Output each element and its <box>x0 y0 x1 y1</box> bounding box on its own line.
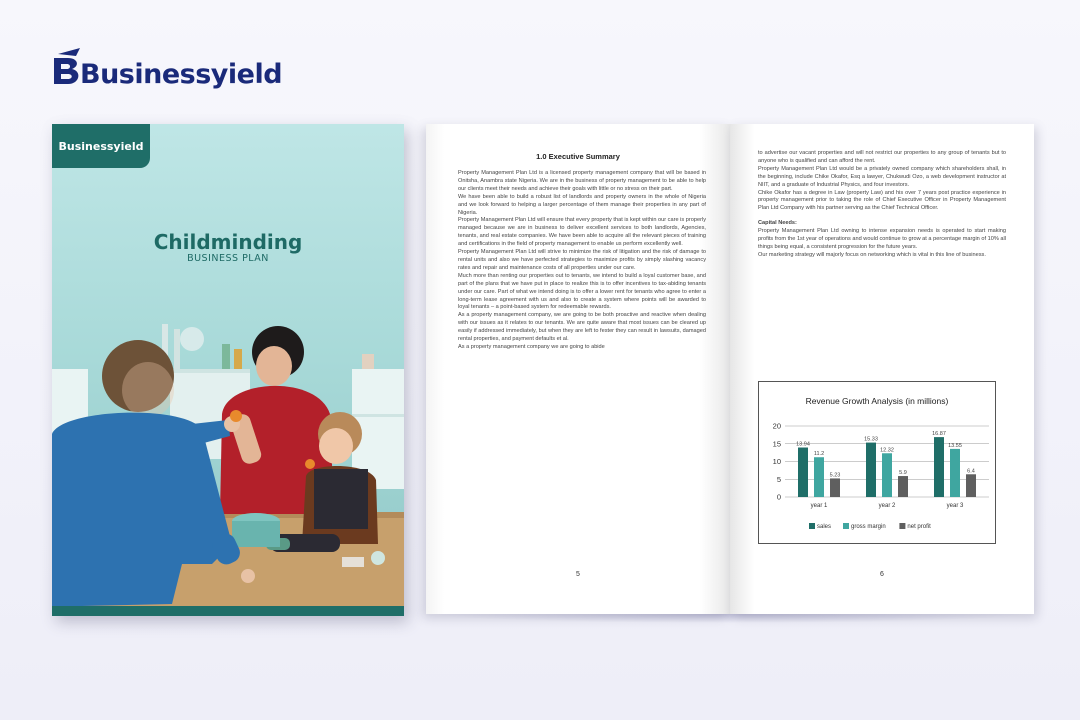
revenue-chart <box>758 381 996 544</box>
legend-swatch <box>809 523 815 529</box>
bar-gross-margin <box>882 453 892 497</box>
data-label: 6.4 <box>967 468 975 475</box>
cover-photo <box>52 124 404 606</box>
x-tick-label: year 1 <box>810 503 828 509</box>
y-tick-label: 0 <box>776 492 781 502</box>
bar-sales <box>866 443 876 497</box>
bar-sales <box>934 437 944 497</box>
paragraph: As a property management company, we are going to be both proactive and reactive when dealing with our issues as it relates to our tenants. We are quite aware that most issues can be cleared up easily if addressed immediately, but when they are left to fester they can result in lawsuits, damaged rental properties, and payment defaults et al. <box>458 312 706 343</box>
y-tick-label: 20 <box>772 421 781 431</box>
legend-swatch <box>899 523 905 529</box>
paragraph: Chike Okafor has a degree in Law (property Law) and his over 7 years post practice experience in property management prior to taking the role of Chief Executive Officer in Property Management Plan Ltd Company with his partner serving as the Chief Technical Officer. <box>758 189 1006 212</box>
x-tick-label: year 3 <box>946 503 964 509</box>
bar-net-profit <box>966 474 976 497</box>
bar-gross-margin <box>814 457 824 497</box>
cover-page <box>52 124 404 616</box>
data-label: 15.33 <box>864 436 878 443</box>
legend-swatch <box>843 523 849 529</box>
data-label: 12.32 <box>880 447 894 454</box>
paragraph: Property Management Plan Ltd would be a privately owned company which shareholders shall, in the beginning, include Chike Okafor, Esq a lawyer, Chukwudi Ozo, a web development instructor at NIIT, and a graduate of Industrial Physics, and four investors. <box>758 165 1006 188</box>
y-tick-label: 10 <box>772 457 781 466</box>
cover-title: Childminding <box>153 230 303 254</box>
page-left <box>426 124 730 614</box>
section-title: 1.0 Executive Summary <box>536 152 620 161</box>
cover-footer-bar <box>52 606 404 616</box>
brand-name: Businessyield <box>80 59 283 90</box>
chart-title: Revenue Growth Analysis (in millions) <box>805 396 949 406</box>
cover-subtitle: BUSINESS PLAN <box>187 253 269 264</box>
paragraph: Our marketing strategy will majorly focus on networking which is vital in this line of business. <box>758 251 986 258</box>
paragraph: As a property management company we are going to abide <box>458 343 605 350</box>
chart-plot <box>759 382 997 545</box>
y-tick-label: 5 <box>776 474 781 484</box>
bar-net-profit <box>898 476 908 497</box>
cover-logo-tab <box>52 124 150 168</box>
right-page-body <box>758 150 1006 260</box>
y-tick-label: 15 <box>772 439 781 449</box>
data-label: 11.2 <box>813 451 825 458</box>
left-page-body <box>458 170 706 352</box>
page-number: 6 <box>880 571 884 578</box>
subheading: Capital Needs: <box>758 220 797 227</box>
bar-sales <box>798 448 808 497</box>
paragraph: Much more than renting our properties out to tenants, we intend to build a loyal customer base, and part of the plans that we have put in place to realize this is to offer incentives to tax-abiding tenants under our care. Part of what we intend doing is to offer a lower rent for tenants who agree to enter a long-term lease agreement with us and also to create a system where points will be awarded to loyal tenants – a point-based system for redeemable rewards. <box>458 272 706 311</box>
paragraph: to advertise our vacant properties and will not restrict our properties to any group of tenants but to anyone who is qualified and can afford the rent. <box>758 150 1006 164</box>
brand-logo[interactable] <box>52 40 283 90</box>
x-tick-label: year 2 <box>878 503 896 509</box>
legend-label: sales <box>817 524 832 530</box>
page-number: 5 <box>576 571 580 578</box>
data-label: 13.55 <box>948 442 962 449</box>
data-label: 16.87 <box>932 431 946 438</box>
paragraph: Property Management Plan Ltd owning to intense expansion needs is operated to start making profits from the 1st year of operations and would continue to grow at a percentage margin of 10% all things being equal, a consistent progression for the future years. <box>758 228 1006 250</box>
legend-label: gross margin <box>851 524 886 530</box>
bar-net-profit <box>830 478 840 497</box>
data-label: 13.94 <box>796 441 810 448</box>
bar-gross-margin <box>950 449 960 497</box>
paragraph: Property Management Plan Ltd will strive to minimize the risk of litigation and the risk of damage to rental units and also we have perfected strategies to maximize profits by simply slashing vacancy rates and repair and maintenance costs of all properties under our care. <box>458 249 706 271</box>
page-right <box>730 124 1034 614</box>
paragraph: Property Management Plan Ltd is a licensed property management company that will be based in Onitsha, Anambra state Nigeria. We are in the business of property management to be able to help our clients meet their needs and achieve their goals with little or no stress on their part. <box>458 170 706 192</box>
legend-label: net profit <box>907 524 931 530</box>
brand-mark-icon <box>52 44 82 90</box>
paragraph: We have been able to build a robust list of landlords and property owners in the whole of Nigeria and we look forward to helping a larger percentage of them manage their properties in any part of Nigeria. <box>458 193 706 216</box>
paragraph: Property Management Plan Ltd will ensure that every property that is kept within our care is properly managed because we are in business to deliver excellent services to both landlords, Agencies, tenants, and real estate companies. We have been able to acquire all the relevant pieces of training and certifications in the field of property management to enable us perform excellently well. <box>458 217 706 248</box>
cover-logo-text: Businessyield <box>58 139 144 153</box>
data-label: 5.23 <box>829 472 841 479</box>
data-label: 5.9 <box>899 470 907 477</box>
